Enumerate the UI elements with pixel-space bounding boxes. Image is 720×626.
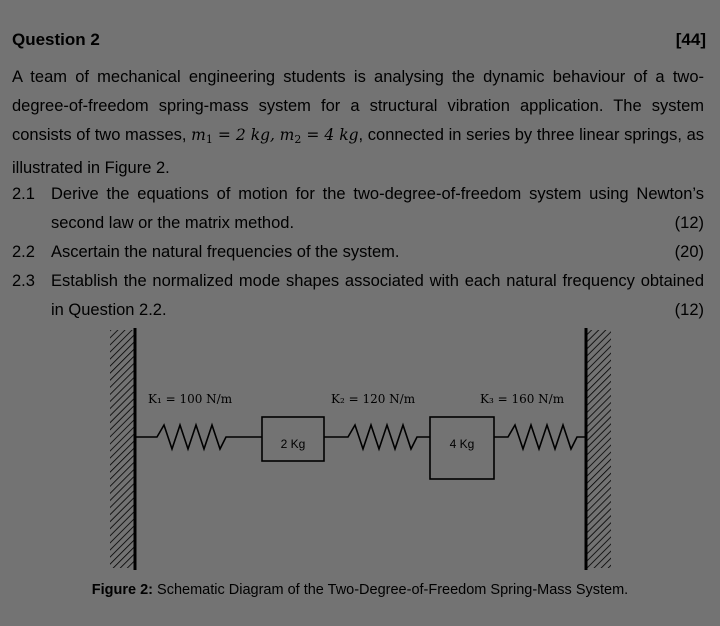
- mass-2-label: 4 Kg: [449, 437, 475, 451]
- spring-3: [494, 425, 586, 449]
- question-title: Question 2: [12, 30, 100, 49]
- item-marks: (20): [674, 243, 704, 261]
- question-total-marks: [44]: [675, 30, 706, 49]
- question-header: [12, 30, 706, 56]
- caption-text: Schematic Diagram of the Two-Degree-of-Freedom Spring-Mass System.: [153, 582, 629, 598]
- item-marks: (12): [674, 214, 704, 232]
- sub-question-2-1: [12, 180, 704, 238]
- caption-prefix: Figure 2:: [91, 582, 154, 598]
- spring-mass-diagram: [0, 320, 720, 575]
- item-marks: (12): [674, 301, 704, 319]
- spring-2: [324, 425, 430, 449]
- m2-value: = 4 kg: [301, 126, 359, 144]
- spring-2-label: K₂ = 120 N/m: [331, 392, 416, 406]
- mass-1-label: 2 Kg: [280, 437, 306, 451]
- sub-question-2-3: [12, 267, 704, 325]
- right-wall: [586, 328, 611, 570]
- sub-question-2-2: [12, 238, 704, 267]
- item-text: Derive the equations of motion for the two-degree-of-freedom system using Newton’s second law or the matrix method.: [51, 185, 704, 232]
- m2-symbol: $m_2$: [279, 126, 302, 146]
- left-wall: [110, 328, 135, 570]
- item-number: 2.3: [12, 272, 35, 290]
- item-text: Establish the normalized mode shapes associated with each natural frequency obtained in Question 2.2.: [51, 272, 704, 319]
- intro-text-before: A team of mechanical engineering students is analysing the dynamic behaviour of a two-degree-of-freedom spring-mass system for a structural vibration application. The system consists of two masses,: [12, 68, 704, 144]
- spring-1-label: K₁ = 100 N/m: [148, 392, 233, 406]
- item-number: 2.2: [12, 243, 35, 261]
- spring-1: [135, 425, 262, 449]
- m1-value: = 2 kg,: [212, 126, 275, 144]
- spring-3-label: K₃ = 160 N/m: [480, 392, 565, 406]
- figure-caption: [0, 582, 720, 598]
- intro-text-after: , connected in series by three linear springs, as illustrated in Figure 2.: [12, 126, 704, 177]
- item-text: Ascertain the natural frequencies of the system.: [51, 243, 400, 261]
- item-number: 2.1: [12, 185, 35, 203]
- m1-symbol: $m_1$: [191, 126, 213, 146]
- intro-paragraph: [12, 63, 704, 183]
